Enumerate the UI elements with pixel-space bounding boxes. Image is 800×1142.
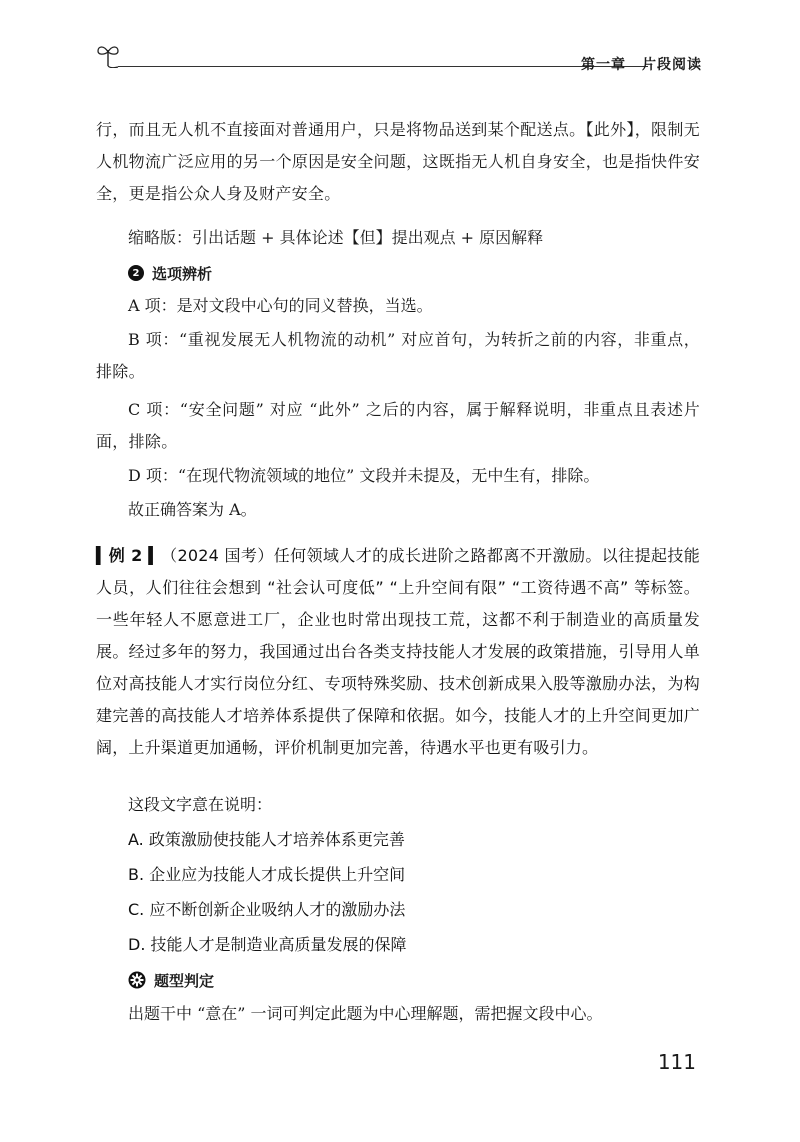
- example-tag: ▍例 2 ▍: [96, 546, 161, 565]
- option-b-analysis: B 项：“重视发展无人机物流的动机” 对应首句，为转折之前的内容，非重点，排除。: [96, 330, 700, 381]
- option-a: A. 政策激励使技能人才培养体系更完善: [128, 830, 405, 849]
- option-d-analysis: D 项：“在现代物流领域的地位” 文段并未提及，无中生有，排除。: [128, 466, 600, 485]
- header-rule: [118, 66, 648, 67]
- type-judgement-text: 出题干中 “意在” 一词可判定此题为中心理解题，需把握文段中心。: [128, 1004, 603, 1023]
- chapter-title: [581, 54, 702, 74]
- gear-icon: [128, 971, 146, 989]
- question-stem: 这段文字意在说明：: [128, 795, 273, 814]
- example-2-paragraph: [96, 540, 700, 764]
- section-type-judgement: [128, 966, 214, 994]
- option-b: B. 企业应为技能人才成长提供上升空间: [128, 865, 406, 884]
- page-header: [96, 36, 708, 76]
- option-c: C. 应不断创新企业吸纳人才的激励办法: [128, 900, 406, 919]
- option-a-analysis: A 项：是对文段中心句的同义替换，当选。: [128, 296, 433, 315]
- sprout-icon: [96, 42, 120, 68]
- section-label: 片段阅读: [642, 57, 702, 73]
- option-c-analysis: C 项：“安全问题” 对应 “此外” 之后的内容，属于解释说明，非重点且表述片面，排除。: [96, 400, 700, 451]
- option-d: D. 技能人才是制造业高质量发展的保障: [128, 935, 407, 954]
- continued-paragraph: 行，而且无人机不直接面对普通用户，只是将物品送到某个配送点。【此外】，限制无人机物流广泛应用的另一个原因是安全问题，这既指无人机自身安全，也是指快件安全，更是指公众人身及财产安全。: [96, 120, 700, 203]
- section-option-analysis: [128, 259, 212, 287]
- section-title: 题型判定: [154, 971, 215, 990]
- number-badge: 2: [128, 265, 144, 281]
- page-number: 111: [657, 1050, 696, 1074]
- answer-line: 故正确答案为 A。: [128, 500, 257, 519]
- example-2-body: （2024 国考）任何领域人才的成长进阶之路都离不开激励。以往提起技能人员，人们往往会想到 “社会认可度低” “上升空间有限” “工资待遇不高” 等标签。一些年轻人不愿意进工厂，企业也时常出现技工荒，这都不利于制造业的高质量发展。经过多年的努力，我国通过出台各类支持技能人才发展的政策措施，引导用人单位对高技能人才实行岗位分红、专项特殊奖励、技术创新成果入股等激励办法，为构建完善的高技能人才培养体系提供了保障和依据。如今，技能人才的上升空间更加广阔，上升渠道更加通畅，评价机制更加完善，待遇水平也更有吸引力。: [96, 546, 700, 757]
- section-title: 选项辨析: [152, 264, 213, 283]
- chapter-label: 第一章: [581, 57, 626, 73]
- summary-line: 缩略版：引出话题 + 具体论述【但】提出观点 + 原因解释: [128, 228, 544, 247]
